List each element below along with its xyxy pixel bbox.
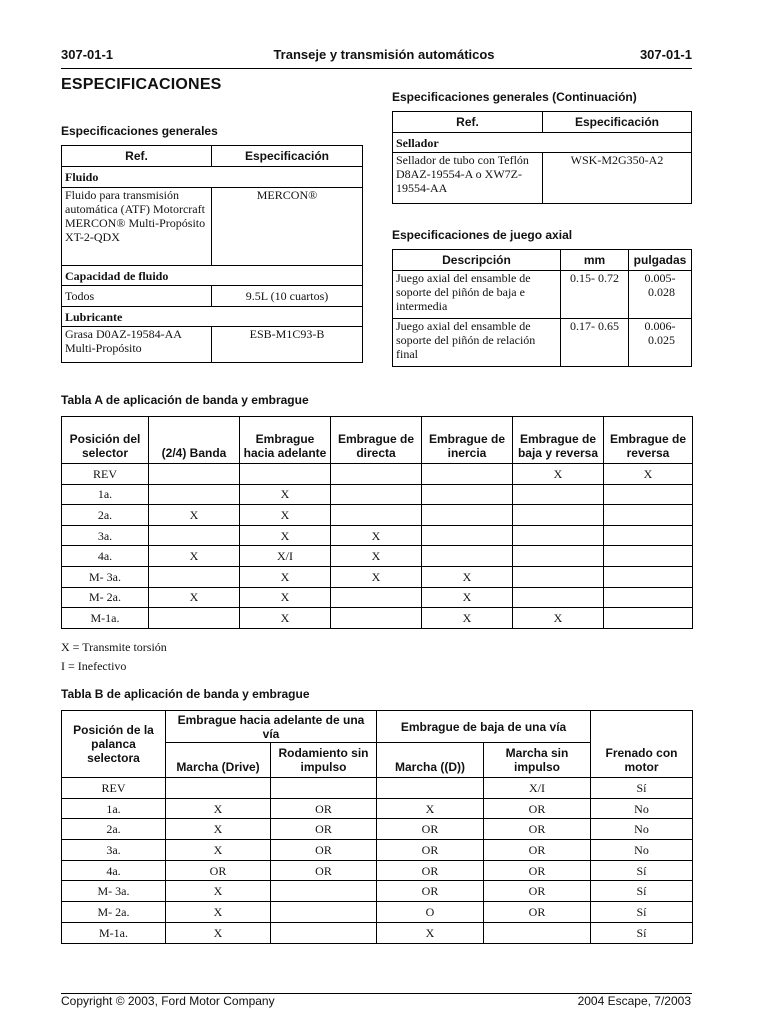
general-specs-cont-caption: Especificaciones generales (Continuación) [392,90,637,104]
col-spec: Especificación [212,146,363,167]
group-capacity: Capacidad de fluido [62,266,363,286]
sealant-spec: WSK-M2G350-A2 [543,153,692,204]
table-row [62,778,693,799]
table-cell: X [377,798,484,819]
table-a-header-2: Embrague hacia adelante [240,417,331,464]
table-cell: OR [271,819,377,840]
table-cell: No [591,798,693,819]
endplay-row2-in: 0.006- 0.025 [629,319,692,367]
table-cell [604,587,693,608]
table-b-header-d: Marcha ((D)) [377,743,484,778]
table-a-header-6: Embrague de reversa [604,417,693,464]
footer-copyright: Copyright © 2003, Ford Motor Company [61,994,275,1008]
table-cell: 1a. [62,798,166,819]
table-cell: M- 2a. [62,902,166,923]
col-ref: Ref. [393,112,543,133]
table-a-header-5: Embrague de baja y reversa [513,417,604,464]
table-cell: OR [377,840,484,861]
table-cell: X [331,546,422,567]
table-cell: OR [377,881,484,902]
table-cell [422,525,513,546]
endplay-row1-desc: Juego axial del ensamble de soporte del piñón de baja e intermedia [393,271,561,319]
table-cell: No [591,840,693,861]
table-cell [513,587,604,608]
table-cell [149,484,240,505]
table-b-caption: Tabla B de aplicación de banda y embrague [61,687,310,701]
table-row [62,902,693,923]
table-cell: X [166,902,271,923]
table-row [62,525,693,546]
capacity-desc: Todos [62,286,212,307]
col-inches: pulgadas [629,250,692,271]
legend-i: I = Inefectivo [61,659,127,673]
table-cell: 2a. [62,819,166,840]
page-code-left: 307-01-1 [61,47,114,62]
table-cell: X [149,587,240,608]
table-cell: OR [484,840,591,861]
table-cell: OR [484,902,591,923]
header-rule [61,68,692,69]
col-spec: Especificación [543,112,692,133]
table-cell: X [377,922,484,943]
table-cell: OR [271,840,377,861]
col-ref: Ref. [62,146,212,167]
table-cell: Sí [591,860,693,881]
table-cell: REV [62,778,166,799]
group-sealant: Sellador [393,133,692,153]
table-row [62,819,693,840]
table-b-header-coast: Rodamiento sin impulso [271,743,377,778]
table-b-header-no-impulse: Marcha sin impulso [484,743,591,778]
table-cell [513,525,604,546]
endplay-caption: Especificaciones de juego axial [392,228,573,242]
lubricant-desc: Grasa D0AZ-19584-AA Multi-Propósito [62,327,212,363]
table-row [62,608,693,629]
table-cell: X/I [484,778,591,799]
table-cell: OR [484,798,591,819]
table-cell [604,608,693,629]
table-cell: X [240,525,331,546]
table-cell [331,505,422,526]
table-cell: X [149,546,240,567]
table-a-header-1: (2/4) Banda [149,417,240,464]
table-cell: X [240,566,331,587]
group-lubricant: Lubricante [62,307,363,327]
table-cell: X [149,505,240,526]
table-cell: Sí [591,922,693,943]
table-cell: X [513,608,604,629]
table-row [62,840,693,861]
table-cell: X [240,484,331,505]
table-cell [422,546,513,567]
table-cell: M-1a. [62,922,166,943]
table-cell: X [166,819,271,840]
table-cell: Sí [591,902,693,923]
table-a-header-0: Posición del selector [62,417,149,464]
table-cell [604,484,693,505]
table-cell [271,902,377,923]
table-cell: OR [377,819,484,840]
table-cell: REV [62,464,149,485]
table-a-header-4: Embrague de inercia [422,417,513,464]
table-b-header-drive: Marcha (Drive) [166,743,271,778]
table-row [62,546,693,567]
table-cell: M- 3a. [62,566,149,587]
table-a-body [62,464,693,629]
endplay-table [392,249,692,367]
table-cell: OR [166,860,271,881]
table-cell: X [240,587,331,608]
col-description: Descripción [393,250,561,271]
table-cell [513,505,604,526]
table-row [62,798,693,819]
table-cell [149,608,240,629]
section-title: ESPECIFICACIONES [61,76,222,93]
table-cell [604,546,693,567]
table-cell [422,505,513,526]
table-cell [271,922,377,943]
table-cell [513,546,604,567]
table-cell [377,778,484,799]
endplay-row2-desc: Juego axial del ensamble de soporte del piñón de relación final [393,319,561,367]
endplay-row1-in: 0.005- 0.028 [629,271,692,319]
table-b-header-engine-brake: Frenado con motor [591,711,693,778]
sealant-desc: Sellador de tubo con Teflón D8AZ-19554-A o XW7Z-19554-AA [393,153,543,204]
table-cell [604,505,693,526]
table-cell: M- 2a. [62,587,149,608]
table-cell [604,566,693,587]
table-row [62,860,693,881]
table-b-header-group1: Embrague hacia adelante de una vía [166,711,377,743]
table-cell: No [591,819,693,840]
table-a-caption: Tabla A de aplicación de banda y embrague [61,393,309,407]
table-b-header-position: Posición de la palanca selectora [62,711,166,778]
table-cell [149,566,240,587]
table-cell: OR [484,860,591,881]
table-cell: 3a. [62,840,166,861]
table-cell [240,464,331,485]
table-cell: X [240,608,331,629]
table-cell: OR [484,881,591,902]
table-cell: X [166,840,271,861]
table-b-body [62,778,693,944]
endplay-row1-mm: 0.15- 0.72 [561,271,629,319]
table-cell [166,778,271,799]
table-cell [331,484,422,505]
table-cell: X [331,525,422,546]
table-row [62,881,693,902]
table-cell: X [604,464,693,485]
table-cell [149,464,240,485]
table-a [61,416,693,629]
table-cell [484,922,591,943]
table-cell [271,778,377,799]
table-row [62,505,693,526]
table-row [62,922,693,943]
fluid-spec: MERCON® [212,188,363,266]
table-cell: 1a. [62,484,149,505]
general-specs-cont-table [392,111,692,204]
table-cell [331,608,422,629]
lubricant-spec: ESB-M1C93-B [212,327,363,363]
table-cell: 4a. [62,860,166,881]
table-cell: X [422,608,513,629]
table-cell [422,464,513,485]
table-cell: X [240,505,331,526]
footer-edition: 2004 Escape, 7/2003 [577,994,691,1008]
table-cell: X [422,566,513,587]
table-cell: 4a. [62,546,149,567]
table-cell: X [166,922,271,943]
capacity-spec: 9.5L (10 cuartos) [212,286,363,307]
general-specs-caption: Especificaciones generales [61,124,218,138]
table-row [62,464,693,485]
table-cell [422,484,513,505]
table-cell [271,881,377,902]
table-cell: OR [484,819,591,840]
table-b [61,710,693,944]
table-cell: X [166,881,271,902]
table-cell: OR [271,798,377,819]
table-cell: Sí [591,778,693,799]
table-cell: 3a. [62,525,149,546]
table-cell: Sí [591,881,693,902]
table-b-header-group2: Embrague de baja de una vía [377,711,591,743]
table-cell: M-1a. [62,608,149,629]
table-cell: X [422,587,513,608]
group-fluid: Fluido [62,167,363,188]
table-cell [149,525,240,546]
table-cell: X [166,798,271,819]
table-cell: M- 3a. [62,881,166,902]
table-row [62,587,693,608]
page-header-title: Transeje y transmisión automáticos [273,47,495,62]
table-cell [331,464,422,485]
table-cell: OR [377,860,484,881]
table-cell: X/I [240,546,331,567]
table-row [62,566,693,587]
table-cell: OR [271,860,377,881]
page-code-right: 307-01-1 [639,47,692,62]
table-cell [513,484,604,505]
table-cell [604,525,693,546]
endplay-row2-mm: 0.17- 0.65 [561,319,629,367]
fluid-desc: Fluido para transmisión automática (ATF) Motorcraft MERCON® Multi-Propósito XT-2-QDX [62,188,212,266]
table-cell: 2a. [62,505,149,526]
table-cell: O [377,902,484,923]
table-cell [513,566,604,587]
legend-x: X = Transmite torsión [61,640,167,654]
general-specs-table [61,145,363,363]
table-cell: X [513,464,604,485]
table-cell [331,587,422,608]
table-a-header-3: Embrague de directa [331,417,422,464]
table-row [62,484,693,505]
col-mm: mm [561,250,629,271]
table-cell: X [331,566,422,587]
